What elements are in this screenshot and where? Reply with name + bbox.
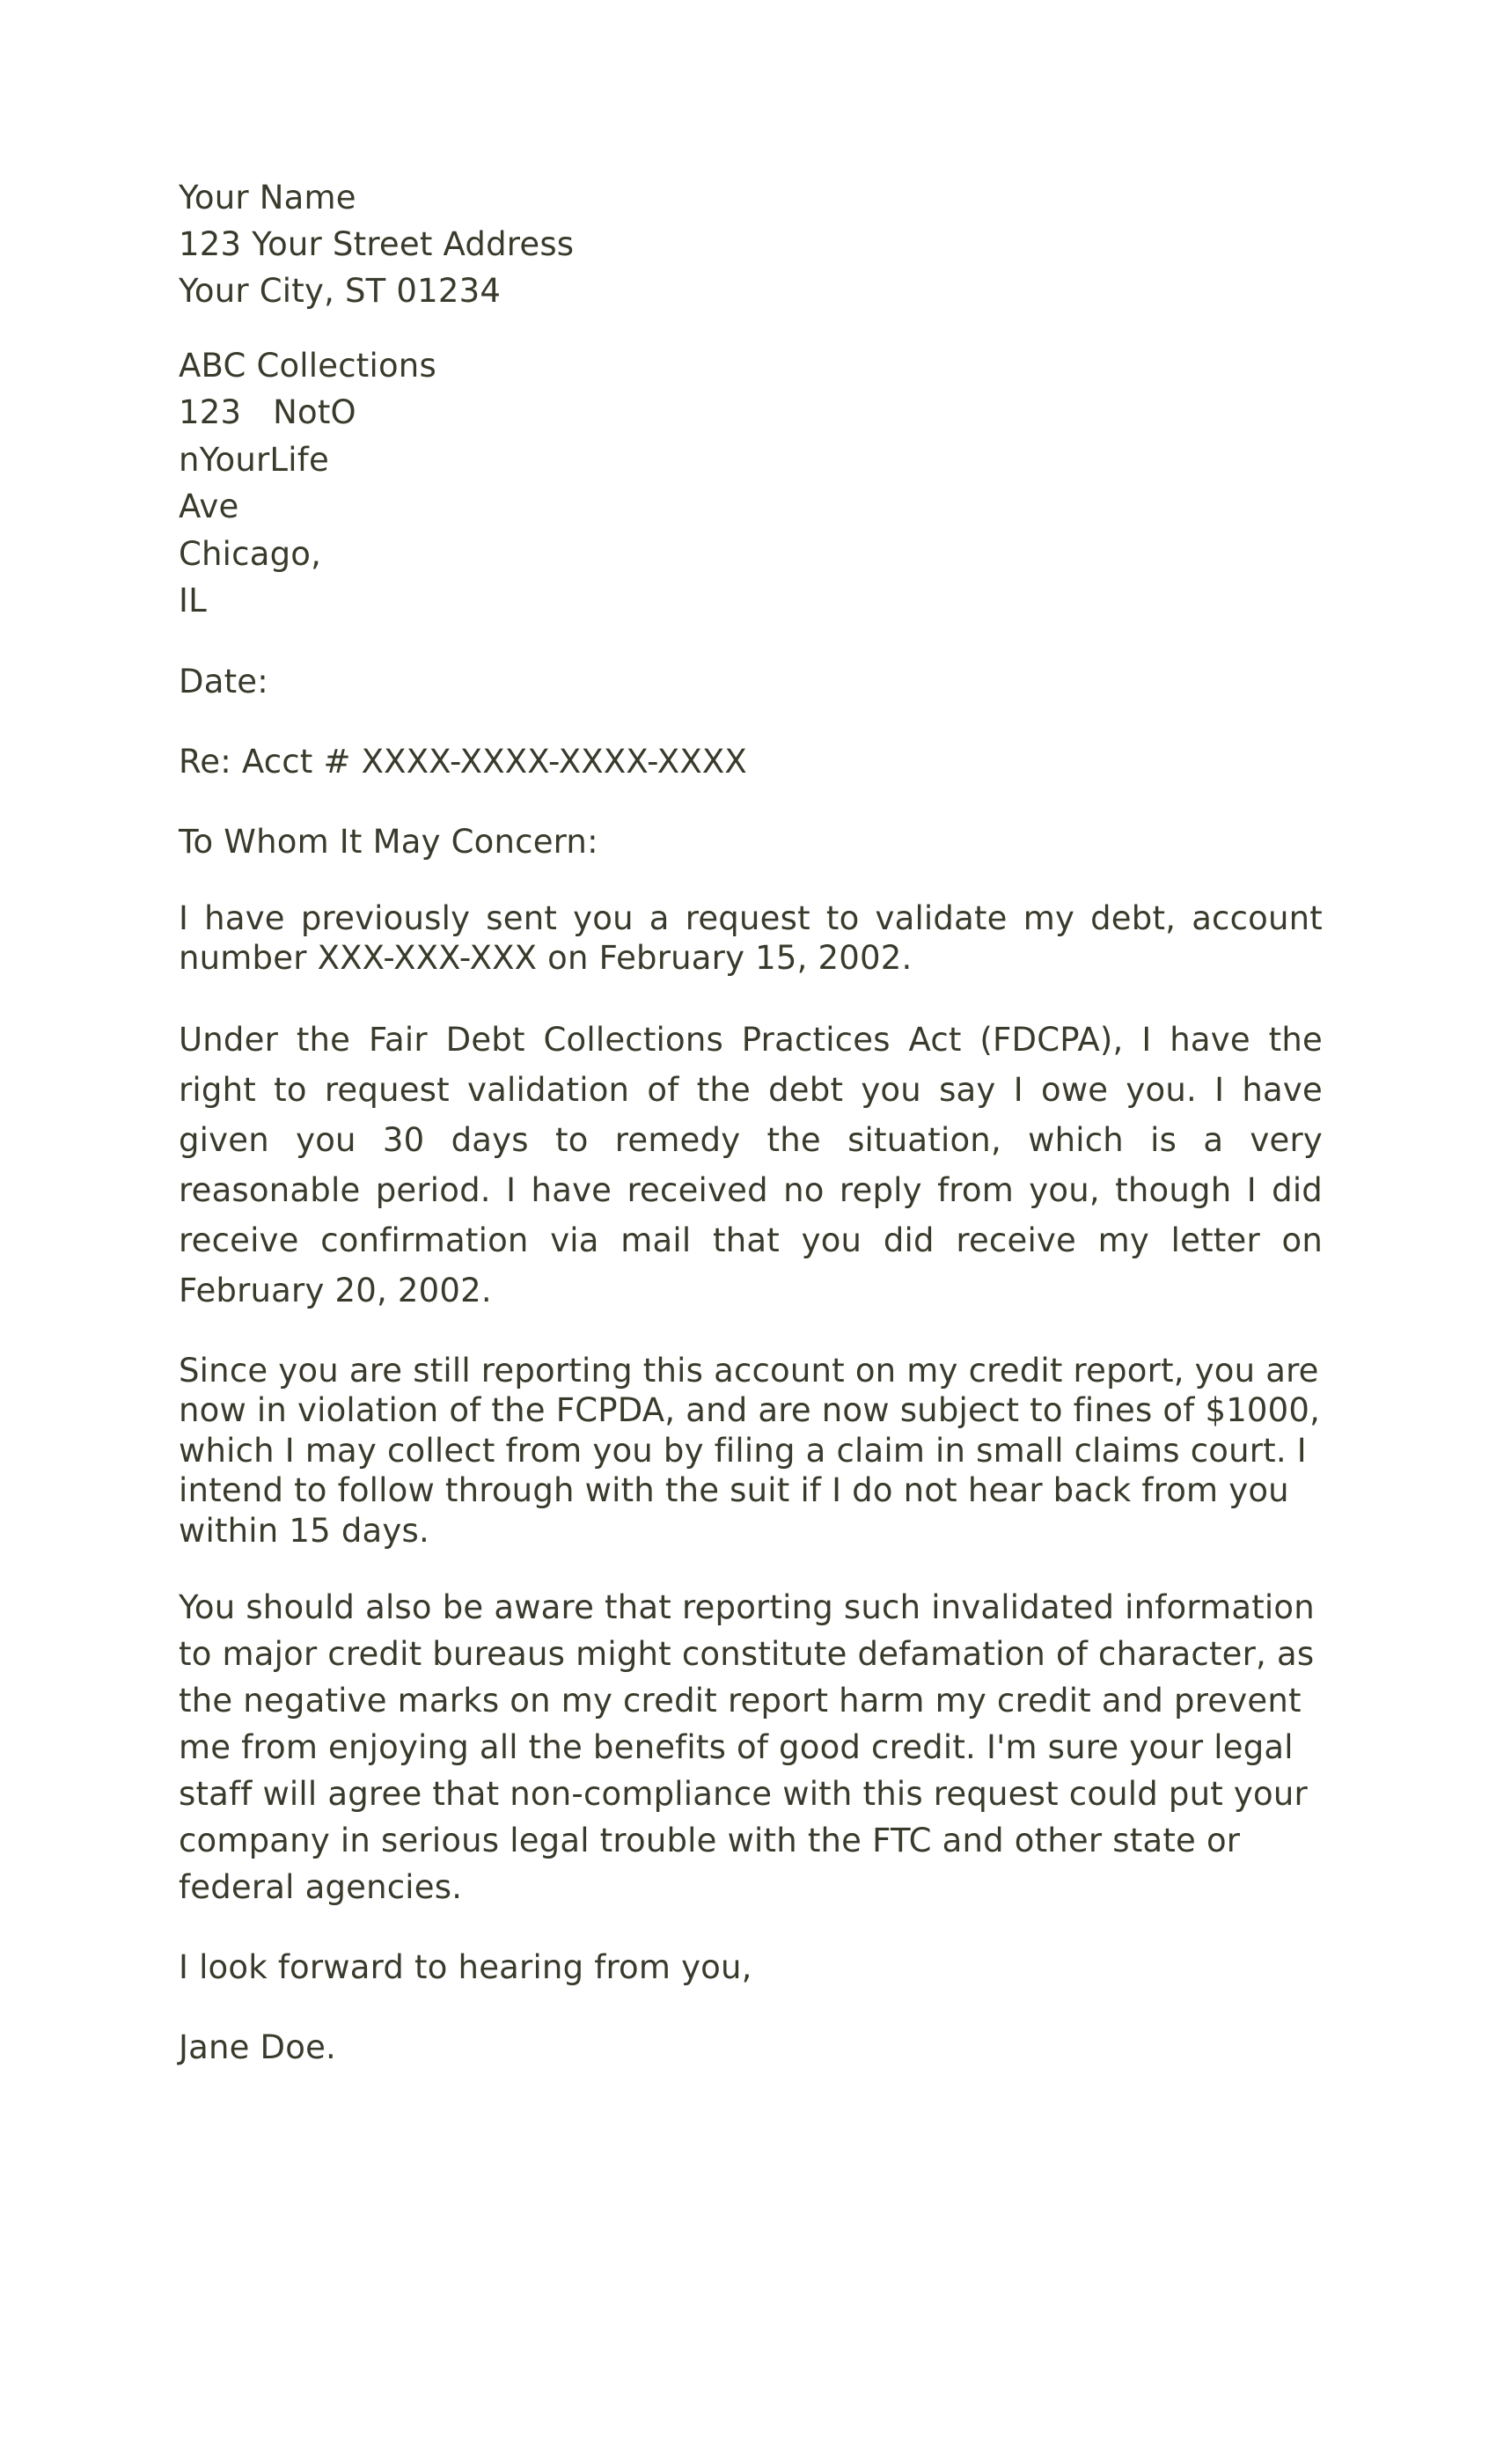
body-paragraph: I have previously sent you a request to validate my debt, account number XXX-XXX-XXX on February 15, 2002. <box>179 898 1323 977</box>
body-paragraph: You should also be aware that reporting such invalidated information to major credit bureaus might constitute defamation of character, as the negative marks on my credit report harm my credit and prevent me from enjoying all the benefits of good credit. I'm sure your legal staff will agree that non-compliance with this request could put your company in serious legal trouble with the FTC and other state or federal agencies. <box>179 1588 1315 1906</box>
recipient-line: IL <box>179 582 207 620</box>
sender-street: 123 Your Street Address <box>179 225 575 263</box>
letter-page <box>179 174 1323 2071</box>
signature: Jane Doe. <box>179 2028 337 2066</box>
sender-address <box>179 174 1323 314</box>
salutation: To Whom It May Concern: <box>179 822 598 861</box>
recipient-line: Ave <box>179 488 239 525</box>
body-paragraph: Under the Fair Debt Collections Practices Act (FDCPA), I have the right to request validation of the debt you say I owe you. I have given you 30 days to remedy the situation, which is a very reasonable period. I have received no reply from you, though I did receive confirmation via mail that you did receive my letter on February 20, 2002. <box>179 1020 1323 1309</box>
sender-city-state-zip: Your City, ST 01234 <box>179 272 502 310</box>
recipient-address <box>179 342 1323 625</box>
recipient-line: ABC Collections <box>179 347 436 385</box>
reference-line: Re: Acct # XXXX-XXXX-XXXX-XXXX <box>179 742 747 781</box>
sender-name: Your Name <box>179 179 356 216</box>
closing-line: I look forward to hearing from you, <box>179 1948 752 1986</box>
date-line: Date: <box>179 662 268 700</box>
recipient-line: 123 NotO <box>179 393 356 431</box>
recipient-line: Chicago, <box>179 534 322 573</box>
body-paragraph: Since you are still reporting this account on my credit report, you are now in violation of the FCPDA, and are now subject to fines of $1000, which I may collect from you by filing a claim in small claims court. I intend to follow through with the suit if I do not hear back from you within 15 days. <box>179 1351 1321 1550</box>
recipient-line: nYourLife <box>179 440 329 479</box>
